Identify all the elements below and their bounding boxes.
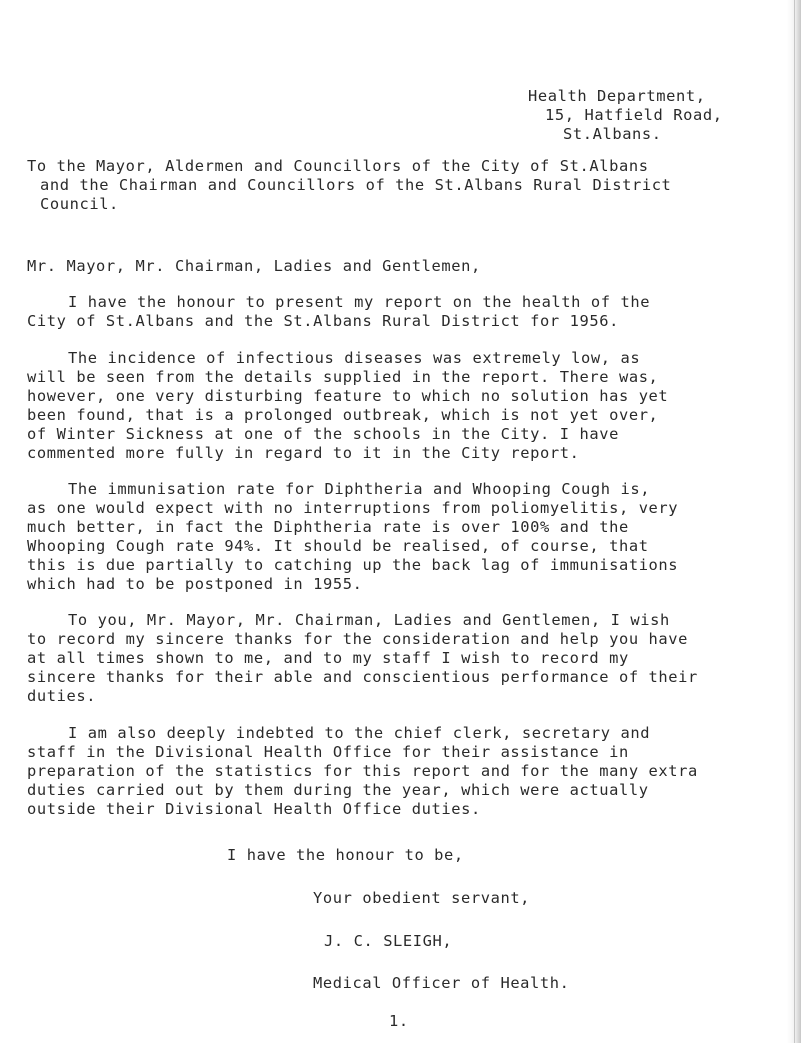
paragraph-line: Whooping Cough rate 94%. It should be realised, of course, that xyxy=(27,537,649,555)
paragraph-line: will be seen from the details supplied in the report. There was, xyxy=(27,368,659,386)
paragraph-line: this is due partially to catching up the back lag of immunisations xyxy=(27,556,679,574)
paragraph-line: however, one very disturbing feature to which no solution has yet xyxy=(27,387,669,405)
paragraph-line: as one would expect with no interruptions from poliomyelitis, very xyxy=(27,499,679,517)
paragraph-line: To you, Mr. Mayor, Mr. Chairman, Ladies and Gentlemen, I wish xyxy=(68,611,670,629)
address-line: Health Department, xyxy=(528,87,706,105)
paragraph-line: staff in the Divisional Health Office for their assistance in xyxy=(27,743,629,761)
addressee-line: To the Mayor, Aldermen and Councillors of the City of St.Albans xyxy=(27,157,649,175)
closing-line: I have the honour to be, xyxy=(227,846,464,864)
paragraph-line: to record my sincere thanks for the consideration and help you have xyxy=(27,630,689,648)
paragraph-line: City of St.Albans and the St.Albans Rural District for 1956. xyxy=(27,312,619,330)
paragraph-line: commented more fully in regard to it in the City report. xyxy=(27,444,580,462)
paragraph-line: The immunisation rate for Diphtheria and Whooping Cough is, xyxy=(68,480,651,498)
paragraph-line: preparation of the statistics for this report and for the many extra xyxy=(27,762,698,780)
page-number: 1. xyxy=(389,1012,409,1030)
address-line: St.Albans. xyxy=(563,125,662,143)
paragraph-line: duties carried out by them during the year, which were actually xyxy=(27,781,649,799)
paragraph-line: I have the honour to present my report on the health of the xyxy=(68,293,651,311)
addressee-line: Council. xyxy=(40,195,119,213)
paragraph-line: been found, that is a prolonged outbreak, which is not yet over, xyxy=(27,406,659,424)
paragraph-line: The incidence of infectious diseases was extremely low, as xyxy=(68,349,641,367)
paragraph-line: at all times shown to me, and to my staff I wish to record my xyxy=(27,649,629,667)
paragraph-line: sincere thanks for their able and conscientious performance of their xyxy=(27,668,698,686)
closing-line: Your obedient servant, xyxy=(313,889,531,907)
paragraph-line: duties. xyxy=(27,687,97,705)
paragraph-line: of Winter Sickness at one of the schools in the City. I have xyxy=(27,425,619,443)
address-line: 15, Hatfield Road, xyxy=(545,106,723,124)
signature-title: Medical Officer of Health. xyxy=(313,974,570,992)
signature-name: J. C. SLEIGH, xyxy=(324,932,453,950)
paragraph-line: outside their Divisional Health Office duties. xyxy=(27,800,481,818)
paragraph-line: which had to be postponed in 1955. xyxy=(27,575,363,593)
salutation: Mr. Mayor, Mr. Chairman, Ladies and Gentlemen, xyxy=(27,257,481,275)
paragraph-line: much better, in fact the Diphtheria rate is over 100% and the xyxy=(27,518,629,536)
page-edge-line xyxy=(794,0,795,1043)
addressee-line: and the Chairman and Councillors of the St.Albans Rural District xyxy=(40,176,672,194)
paragraph-line: I am also deeply indebted to the chief clerk, secretary and xyxy=(68,724,651,742)
